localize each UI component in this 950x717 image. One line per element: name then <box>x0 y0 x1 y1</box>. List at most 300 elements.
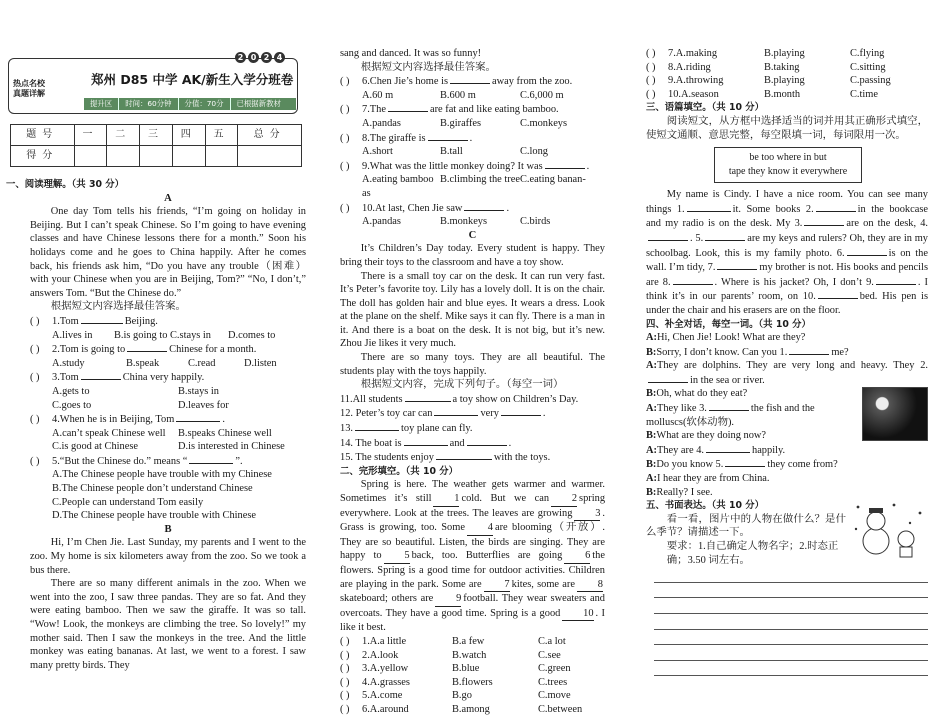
question-text: Chinese for a month. <box>169 344 257 356</box>
word-box <box>714 147 862 183</box>
exam-info-bar <box>84 98 296 110</box>
snowman-drawing <box>850 499 928 559</box>
option[interactable]: B.taking <box>764 61 800 73</box>
option[interactable]: A.can’t speak Chinese well <box>52 427 166 439</box>
option[interactable]: B.flowers <box>452 676 493 688</box>
year-digit: 0 <box>248 52 259 63</box>
option[interactable]: B.playing <box>764 48 805 59</box>
line-text: they come from? <box>767 459 838 471</box>
passage-text: My name is Cindy. I have a nice room. You can see many things 1. <box>646 189 928 215</box>
speaker: B: <box>646 346 657 358</box>
cloze-blank[interactable]: 2 <box>551 492 577 507</box>
line-text: Do you know 5. <box>656 459 724 471</box>
cloze-text: cold. But we can <box>461 493 550 504</box>
options-3b <box>52 399 306 413</box>
line-text: They are dolphins. They are very long and heavy. They 2. <box>656 360 928 372</box>
question-5 <box>30 454 306 469</box>
option[interactable]: D.is interested in Chinese <box>178 441 285 453</box>
answer-bracket[interactable]: ( ) <box>646 75 656 87</box>
passage-text: it. Some books 2. <box>732 203 814 215</box>
cloze-text: the flowers. Spring is a good time for outdoor activities. Children are playing in the park. Some are <box>340 550 605 590</box>
fill-text: and <box>449 437 465 449</box>
year-digit: 4 <box>274 52 285 63</box>
blank[interactable] <box>706 443 750 453</box>
answer-bracket[interactable]: ( ) <box>340 104 350 116</box>
writing-prompt: 看一看，图片中的人物在做什么？是什么季节？请描述一下。 <box>646 513 846 539</box>
line-text: I hear they are from China. <box>656 473 770 485</box>
dialogue-line <box>646 331 928 345</box>
instruction: 根据短文内容选择最佳答案。 <box>50 301 186 313</box>
option[interactable]: 2.A.look <box>362 649 399 661</box>
fill-text: with the toys. <box>493 452 551 464</box>
section-5-title: 五、书面表达。（共 10 分） <box>646 500 765 512</box>
answer-bracket[interactable]: ( ) <box>30 414 40 426</box>
passage-text: in the bookcase and my radio is on the desk. My 3. <box>646 203 929 230</box>
answer-bracket[interactable]: ( ) <box>340 76 350 88</box>
option[interactable]: C.trees <box>538 676 568 688</box>
answer-bracket[interactable]: ( ) <box>340 690 350 702</box>
answer-bracket[interactable]: ( ) <box>646 61 656 73</box>
option[interactable]: 3.A.yellow <box>362 663 409 675</box>
score-cell: 总分 <box>238 125 302 146</box>
cloze-blank[interactable]: 5 <box>384 549 410 564</box>
score-input-cell[interactable] <box>74 146 107 167</box>
blank[interactable] <box>501 406 541 416</box>
writing-line[interactable] <box>654 614 928 630</box>
line-text: in the sea or river. <box>690 374 765 386</box>
option[interactable]: C.monkeys <box>520 117 568 129</box>
score-cell: 三 <box>140 125 173 146</box>
option[interactable]: 5.A.come <box>362 690 403 702</box>
option[interactable]: B.The Chinese people don’t understand Chinese <box>52 483 253 495</box>
question-3 <box>30 370 306 385</box>
option[interactable]: B.a few <box>452 635 485 647</box>
line-text: Hi, Chen Jie! Look! What are they? <box>656 332 806 344</box>
option[interactable]: B.speak <box>126 357 160 369</box>
option[interactable]: A.eating bamboo <box>362 174 434 186</box>
score-cell: 五 <box>205 125 238 146</box>
dialogue-line <box>646 359 928 387</box>
speaker: B: <box>646 459 657 471</box>
blank[interactable] <box>705 231 745 241</box>
score-input-cell[interactable] <box>172 146 205 167</box>
option[interactable]: B.speaks Chinese well <box>178 427 272 439</box>
passage-a-heading: A <box>164 192 172 204</box>
score-cell: 得分 <box>11 146 75 167</box>
cloze-blank[interactable]: 4 <box>467 521 493 536</box>
question-text: 4.When he is in Beijing, Tom <box>52 414 175 426</box>
cloze-option-row <box>340 676 605 690</box>
exam-tags <box>13 79 45 99</box>
option[interactable]: C.People can understand Tom easily <box>52 496 204 508</box>
speaker: A: <box>646 444 657 456</box>
column-1 <box>6 178 306 672</box>
option[interactable]: C.read <box>188 357 216 369</box>
blank[interactable] <box>545 159 585 169</box>
option[interactable]: B.blue <box>452 663 480 675</box>
dialogue-lines <box>646 331 928 387</box>
fill-text: a toy show on Children’s Day. <box>452 393 579 405</box>
option[interactable]: A.lives in <box>52 329 93 341</box>
cloze-text: football. They wear sweaters and overcoats. They have a good time. Spring is a good <box>340 593 605 619</box>
option[interactable]: D.comes to <box>228 329 276 341</box>
passage-text: are on the desk, 4. <box>846 218 928 230</box>
question-text: 9.What was the little monkey doing? It was <box>362 160 543 172</box>
options-6 <box>362 89 605 103</box>
option[interactable]: 1.A.a little <box>362 635 407 647</box>
score-input-cell[interactable] <box>140 146 173 167</box>
blank[interactable] <box>709 401 749 411</box>
exam-title: 郑州 D85 中学 AK/新生入学分班卷 <box>91 72 294 87</box>
option[interactable]: C.eating banan- <box>520 174 586 186</box>
cloze-blank[interactable]: 6 <box>564 549 590 564</box>
blank[interactable] <box>876 275 916 285</box>
score-input-cell[interactable] <box>238 146 302 167</box>
option[interactable]: C.goes to <box>52 399 92 411</box>
option[interactable]: C.6,000 m <box>520 89 564 101</box>
score-table-row <box>11 125 302 146</box>
option[interactable]: 8.A.riding <box>668 61 711 73</box>
writing-lines[interactable] <box>646 567 928 676</box>
question-10 <box>340 201 605 216</box>
question-text: 5.“But the Chinese do.” means “ <box>52 455 188 467</box>
question-text: 3.Tom <box>52 372 79 384</box>
speaker: A: <box>646 473 657 485</box>
option[interactable]: A.short <box>362 146 393 158</box>
score-input-cell[interactable] <box>107 146 140 167</box>
blank[interactable] <box>717 260 757 270</box>
blank[interactable] <box>818 289 858 299</box>
dialogue-line <box>646 345 928 360</box>
fill-text: 14. The boat is <box>340 437 402 449</box>
column-2 <box>340 47 605 717</box>
section-1-title: 一、阅读理解。（共 30 分） <box>6 179 125 190</box>
cloze-blank[interactable]: 8 <box>577 578 603 593</box>
option[interactable]: B.giraffes <box>440 117 482 129</box>
option[interactable]: C.long <box>520 146 549 158</box>
blank[interactable] <box>428 131 468 141</box>
tag-real-exam: 真题详解 <box>13 89 45 98</box>
dialogue-line <box>646 387 856 401</box>
option[interactable]: C.is good at Chinese <box>52 441 139 453</box>
question-2 <box>30 342 306 357</box>
year-badge <box>235 52 285 63</box>
dialogue-line <box>646 457 928 472</box>
score-cell: 二 <box>107 125 140 146</box>
question-text: 6.Chen Jie’s home is <box>362 76 449 88</box>
option[interactable]: C.move <box>538 690 571 702</box>
passage-text: my brother is not. His books and pencils are 8. <box>646 262 928 288</box>
option[interactable]: B.among <box>452 703 490 715</box>
writing-line[interactable] <box>654 583 928 599</box>
option[interactable]: 9.A.throwing <box>668 75 724 87</box>
fill-text: 13. <box>340 423 353 435</box>
fill-passage <box>646 188 928 317</box>
blank[interactable] <box>687 202 731 212</box>
blank[interactable] <box>434 406 478 416</box>
writing-task <box>646 499 928 567</box>
option[interactable]: 6.A.around <box>362 703 409 715</box>
cloze-text: are blooming（开放）. They are so beautiful. Listen, the birds are singing. They are happy to <box>340 522 605 562</box>
cloze-blank[interactable]: 10 <box>562 607 593 622</box>
section-4-title: 四、补全对话，每空一词。（共 10 分） <box>646 318 811 330</box>
blank[interactable] <box>725 457 765 467</box>
option[interactable]: C.time <box>850 88 878 100</box>
score-cell: 题号 <box>11 125 75 146</box>
option[interactable]: C.sitting <box>850 61 886 73</box>
line-text: What are they doing now? <box>656 430 767 442</box>
option[interactable]: D.The Chinese people have trouble with Chinese <box>52 510 257 522</box>
dialogue-line <box>646 401 856 429</box>
fill-text: 15. The students enjoy <box>340 452 434 464</box>
passage-text: . Where is his jacket? Oh, I don’t 9. <box>714 276 874 288</box>
dialogue-line <box>646 472 928 486</box>
answer-bracket[interactable]: ( ) <box>340 202 350 214</box>
blank[interactable] <box>81 314 123 324</box>
speaker: B: <box>646 486 657 498</box>
option[interactable]: 10.A.season <box>668 88 719 100</box>
speaker: A: <box>646 403 657 415</box>
cloze-text: back, too. Butterflies are going <box>411 550 563 562</box>
fill-text: very <box>480 408 499 420</box>
option-continued: as <box>362 187 371 199</box>
fill-text: 11.All students <box>340 393 403 405</box>
answer-bracket[interactable]: ( ) <box>30 344 40 356</box>
option[interactable]: C.birds <box>520 216 551 228</box>
passage-b-text: sang and danced. It was so funny! <box>340 48 482 59</box>
fill-text: 12. Peter’s toy car can <box>340 408 433 420</box>
writing-line[interactable] <box>654 567 928 583</box>
cloze-text: skateboard; others are <box>340 593 434 605</box>
word-list: tape they know it everywhere <box>728 166 848 178</box>
option[interactable]: D.listen <box>244 357 277 369</box>
blank[interactable] <box>436 450 492 460</box>
answer-bracket[interactable]: ( ) <box>30 315 40 327</box>
passage-text: . 5. <box>690 232 704 244</box>
passage-text: are my keys and rulers? Oh, they are in my schoolbag. Look, this is my family photo. 6. <box>646 232 928 259</box>
cloze-blank[interactable]: 9 <box>435 592 461 607</box>
option[interactable]: B.600 m <box>440 89 476 101</box>
passage-c-text: It’s Children’s Day today. Every student is happy. They bring their toys to the classroom and have a toy show. <box>340 243 605 268</box>
line-text: They are 4. <box>656 444 704 456</box>
info-time: 时间：60分钟 <box>119 98 178 110</box>
options-3a <box>52 385 306 399</box>
question-text: are fat and like eating bamboo. <box>429 104 559 116</box>
cloze-option-row <box>340 689 605 703</box>
cloze-blank[interactable]: 1 <box>433 492 459 507</box>
blank[interactable] <box>847 246 887 256</box>
question-text: 1.Tom <box>52 315 79 327</box>
fill-15 <box>340 450 605 465</box>
writing-line[interactable] <box>654 598 928 614</box>
option[interactable]: A.study <box>52 357 85 369</box>
cloze-option-row <box>340 662 605 676</box>
question-9 <box>340 159 605 174</box>
line-text: happily. <box>752 444 786 456</box>
option[interactable]: B.playing <box>764 75 805 87</box>
option[interactable]: A.pandas <box>362 216 401 228</box>
blank[interactable] <box>127 342 167 352</box>
writing-line[interactable] <box>654 630 928 646</box>
answer-bracket[interactable]: ( ) <box>340 649 350 661</box>
option[interactable]: B.tall <box>440 146 463 158</box>
answer-bracket[interactable]: ( ) <box>340 132 350 144</box>
answer-bracket[interactable]: ( ) <box>340 703 350 715</box>
speaker: A: <box>646 360 657 372</box>
options-7 <box>362 117 605 131</box>
passage-c-text: There is a small toy car on the desk. It can run very fast. It’s Peter’s favorite toy. Lily has a lovely doll. It is on the chair. The doll has golden hair and blue eyes. It wears a dress. Look at the plane on the shelf. Mike says it can fly. There is a man in it. And there is a boat on the desk. It is not big, but it’s new. Zhou Jie likes it very much. <box>340 270 605 350</box>
cloze-text: . I like it best. <box>340 607 605 634</box>
score-table <box>10 124 302 167</box>
speaker: A: <box>646 332 657 344</box>
speaker: B: <box>646 388 657 400</box>
question-text: ”. <box>235 455 243 467</box>
blank[interactable] <box>405 392 451 402</box>
blank[interactable] <box>176 412 220 422</box>
question-text: China very happily. <box>122 372 205 384</box>
options-1 <box>52 329 306 343</box>
writing-requirements: 要求：1.自己确定人物名字；2.时态正确；3.50 词左右。 <box>666 541 839 566</box>
cloze-option-row <box>646 47 928 61</box>
score-input-cell[interactable] <box>205 146 238 167</box>
option[interactable]: B.month <box>764 88 801 100</box>
options-4b <box>52 440 306 454</box>
writing-line[interactable] <box>654 645 928 661</box>
line-text: me? <box>831 346 849 358</box>
passage-a-text: One day Tom tells his friends, “I’m going on holiday in Beijing. But I can’t speak Chinese. So I’m going to have evening classes and have Chinese lessons there for a month.” Soon his holidays come and he goes to China happily. After he comes back, his friends ask him, “Do you have any trouble（困难）with your Chinese when you are in Beijing, Tom?” “No, I don’t,” answers Tom. “But the Chinese do.” <box>30 206 306 299</box>
question-text: 7.The <box>362 104 386 116</box>
option[interactable]: D.leaves for <box>178 399 229 411</box>
blank[interactable] <box>404 436 448 446</box>
option[interactable]: C.stays in <box>170 329 211 341</box>
passage-text: . I think it’s in our parents’ room, on 10. <box>646 276 929 303</box>
blank[interactable] <box>648 373 688 383</box>
dialogue <box>646 331 928 387</box>
cloze-text: spring everywhere. Look at the trees. The leaves are growing <box>340 493 606 519</box>
blank[interactable] <box>673 275 713 285</box>
year-digit: 2 <box>261 52 272 63</box>
option[interactable]: A.gets to <box>52 385 90 397</box>
answer-bracket[interactable]: ( ) <box>646 48 656 59</box>
question-text: 10.At last, Chen Jie saw <box>362 202 463 214</box>
question-text: Beijing. <box>124 315 158 327</box>
blank[interactable] <box>464 201 504 211</box>
answer-bracket[interactable]: ( ) <box>340 160 350 172</box>
option[interactable]: B.is going to <box>114 329 168 341</box>
option[interactable]: A.60 m <box>362 89 394 101</box>
question-text: away from the zoo. <box>492 76 573 88</box>
answer-bracket[interactable]: ( ) <box>340 663 350 675</box>
option[interactable]: C.green <box>538 663 571 675</box>
info-zone: 提升区 <box>84 98 119 110</box>
option[interactable]: C.a lot <box>538 635 566 647</box>
question-8 <box>340 131 605 146</box>
answer-bracket[interactable]: ( ) <box>30 455 40 467</box>
passage-text: bed. His pen is under the chair and his erasers are on the floor. <box>646 291 928 316</box>
passage-b-text: There are so many different animals in the zoo. When we went into the zoo, I saw three pandas. They are so fat. And they were eating bamboo. Then we saw the giraffe. It was so tall. “Wow! Look, the monkeys are climbing the tree. So lovely!” my mother said. Then I saw the monkeys in the tree. And the little monkey was eating bananas. At last, we went to a forest. I saw many pretty birds. They <box>30 578 306 671</box>
line-text: They like 3. <box>656 403 707 415</box>
question-7 <box>340 102 605 117</box>
section-2-title: 二、完形填空。（共 10 分） <box>340 465 459 477</box>
question-text: . <box>506 202 510 214</box>
options-10 <box>362 215 605 229</box>
blank[interactable] <box>189 454 233 464</box>
blank[interactable] <box>450 74 490 84</box>
question-text: 2.Tom is going to <box>52 344 126 356</box>
blank[interactable] <box>467 436 507 446</box>
passage-c-text: There are so many toys. They are all beautiful. The students play with the toys happily. <box>340 352 605 377</box>
tag-hot-school: 热点名校 <box>13 79 45 88</box>
option[interactable]: C.between <box>538 703 583 715</box>
question-text: 8.The giraffe is <box>362 132 426 144</box>
blank[interactable] <box>355 421 399 431</box>
passage-text: is on the wall. I’m tidy, 7. <box>646 247 928 274</box>
answer-bracket[interactable]: ( ) <box>646 88 656 100</box>
score-cell: 一 <box>74 125 107 146</box>
snowman-illustration <box>850 499 928 559</box>
option[interactable]: B.watch <box>452 649 487 661</box>
blank[interactable] <box>789 345 829 355</box>
blank[interactable] <box>81 370 121 380</box>
fill-text: toy plane can fly. <box>401 423 473 435</box>
cloze-blank[interactable]: 7 <box>484 578 510 593</box>
option[interactable]: B.climbing the tree <box>440 174 520 186</box>
blank[interactable] <box>648 231 688 241</box>
option[interactable]: C.flying <box>850 48 885 59</box>
question-text: . <box>222 414 225 426</box>
year-digit: 2 <box>235 52 246 63</box>
passage-c-heading: C <box>468 229 477 241</box>
cloze-option-row <box>340 703 605 717</box>
writing-line[interactable] <box>654 661 928 677</box>
instruction: 根据短文内容选择最佳答案。 <box>360 61 496 73</box>
option[interactable]: 7.A.making <box>668 48 718 59</box>
dolphin-image <box>862 387 928 441</box>
writing-instructions <box>646 499 846 567</box>
column-3 <box>646 47 928 676</box>
line-text: Sorry, I don’t know. Can you 1. <box>656 346 788 358</box>
option[interactable]: A.The Chinese people have trouble with my Chinese <box>52 469 272 481</box>
option[interactable]: C.see <box>538 649 561 661</box>
option[interactable]: B.go <box>452 690 472 702</box>
answer-bracket[interactable]: ( ) <box>340 635 350 647</box>
info-note: 已根据新教材 <box>236 99 281 108</box>
question-text: . <box>586 160 590 172</box>
option[interactable]: C.passing <box>850 75 891 87</box>
option[interactable]: B.monkeys <box>440 216 488 228</box>
cloze-option-row <box>646 74 928 88</box>
option[interactable]: B.stays in <box>178 385 219 397</box>
answer-bracket[interactable]: ( ) <box>30 372 40 384</box>
dialogue-line <box>646 429 856 443</box>
blank[interactable] <box>816 202 856 212</box>
score-cell: 四 <box>172 125 205 146</box>
option[interactable]: A.pandas <box>362 117 401 129</box>
answer-bracket[interactable]: ( ) <box>340 676 350 688</box>
cloze-text: Spring is here. The weather gets warmer and warmer. Sometimes it’s still <box>340 479 605 504</box>
blank[interactable] <box>388 102 428 112</box>
dialogue-line <box>646 486 928 500</box>
blank[interactable] <box>804 216 844 226</box>
option[interactable]: 4.A.grasses <box>362 676 410 688</box>
word-list: be too where in but <box>749 152 827 164</box>
line-text: Really? I see. <box>656 486 713 498</box>
instruction: 阅读短文，从方框中选择适当的词并用其正确形式填空，使短文通顺、意思完整，每空限填一词，每词限用一次。 <box>646 115 928 141</box>
cloze-blank[interactable]: 3 <box>574 507 600 522</box>
score-table-row <box>11 146 302 167</box>
line-text: Oh, what do they eat? <box>656 388 748 400</box>
options-2 <box>52 357 306 371</box>
